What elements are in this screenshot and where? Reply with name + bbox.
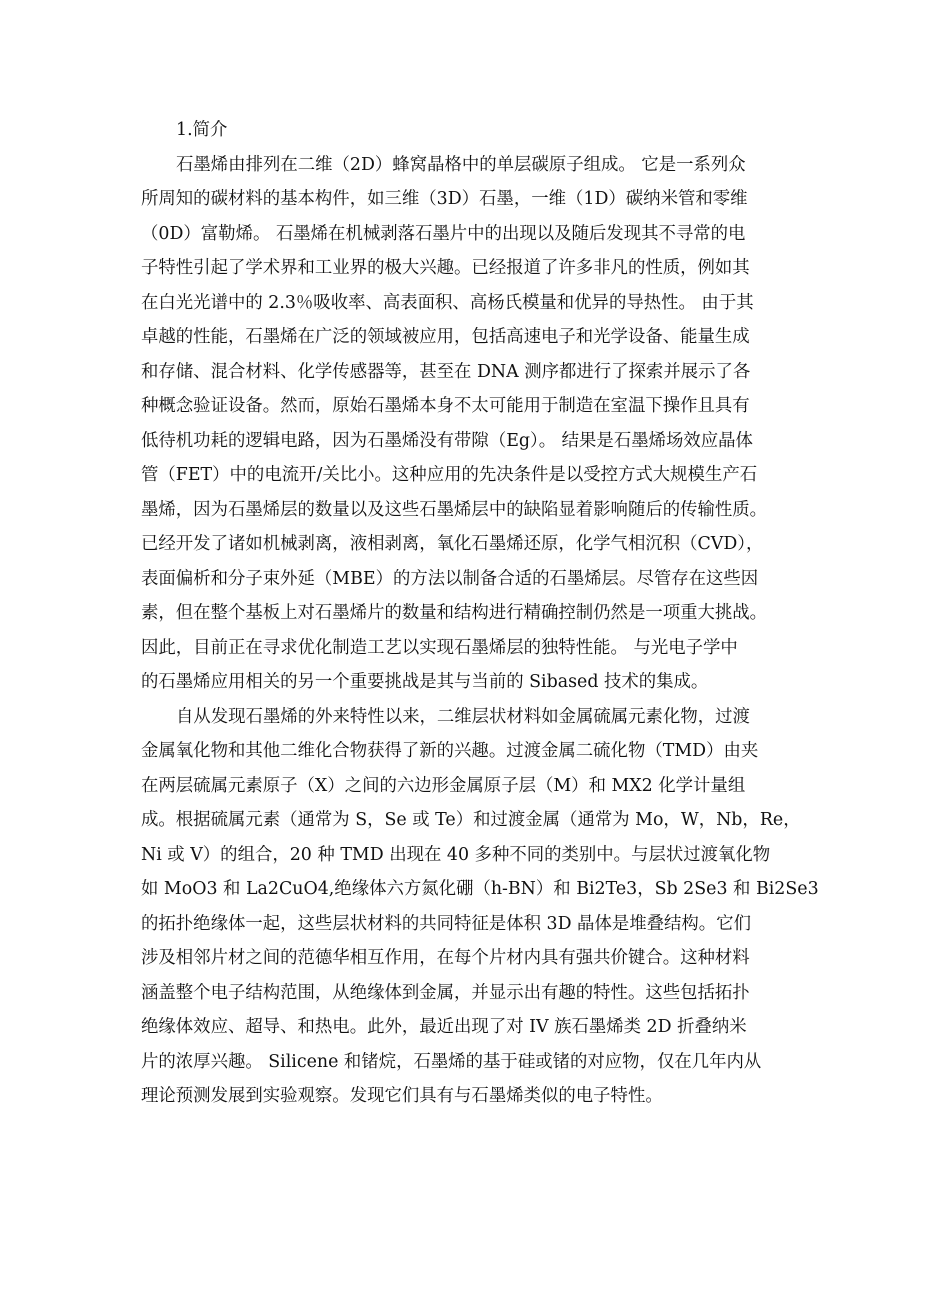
paragraph-line: 管（FET）中的电流开/关比小。这种应用的先决条件是以受控方式大规模生产石 <box>141 465 758 485</box>
paragraph-line: Ni 或 V）的组合，20 种 TMD 出现在 40 多种不同的类别中。与层状过渡氧化物 <box>141 844 771 865</box>
paragraph-line: （0D）富勒烯。 石墨烯在机械剥落石墨片中的出现以及随后发现其不寻常的电 <box>141 223 746 244</box>
paragraph-line: 所周知的碳材料的基本构件，如三维（3D）石墨，一维（1D）碳纳米管和零维 <box>141 189 748 209</box>
paragraph-line: 涵盖整个电子结构范围，从绝缘体到金属，并显示出有趣的特性。这些包括拓扑 <box>141 982 750 1003</box>
paragraph-line: 成。根据硫属元素（通常为 S，Se 或 Te）和过渡金属（通常为 Mo，W，Nb，Re， <box>141 810 801 830</box>
paragraph-line: 片的浓厚兴趣。 Silicene 和锗烷，石墨烯的基于硅或锗的对应物，仅在几年内从 <box>141 1051 762 1072</box>
paragraph-line: 金属氧化物和其他二维化合物获得了新的兴趣。过渡金属二硫化物（TMD）由夹 <box>141 741 759 761</box>
paragraph-line: 理论预测发展到实验观察。发现它们具有与石墨烯类似的电子特性。 <box>141 1086 663 1106</box>
paragraph-line: 墨烯，因为石墨烯层的数量以及这些石墨烯层中的缺陷显着影响随后的传输性质。 <box>141 499 768 520</box>
paragraph-line: 因此，目前正在寻求优化制造工艺以实现石墨烯层的独特性能。 与光电子学中 <box>141 637 738 658</box>
paragraph-line: 自从发现石墨烯的外来特性以来，二维层状材料如金属硫属元素化物，过渡 <box>176 706 750 727</box>
paragraph-line: 石墨烯由排列在二维（2D）蜂窝晶格中的单层碳原子组成。 它是一系列众 <box>176 154 746 175</box>
paragraph-line: 素，但在整个基板上对石墨烯片的数量和结构进行精确控制仍然是一项重大挑战。 <box>141 603 768 623</box>
paragraph-line: 和存储、混合材料、化学传感器等，甚至在 DNA 测序都进行了探索并展示了各 <box>141 361 751 382</box>
paragraph-line: 表面偏析和分子束外延（MBE）的方法以制备合适的石墨烯层。尽管存在这些因 <box>141 568 759 589</box>
paragraph-line: 的拓扑绝缘体一起，这些层状材料的共同特征是体积 3D 晶体是堆叠结构。它们 <box>141 913 751 934</box>
paragraph-line: 涉及相邻片材之间的范德华相互作用，在每个片材内具有强共价键合。这种材料 <box>141 948 750 968</box>
paragraph-line: 在两层硫属元素原子（X）之间的六边形金属原子层（M）和 MX2 化学计量组 <box>141 775 746 796</box>
paragraph-line: 卓越的性能，石墨烯在广泛的领域被应用，包括高速电子和光学设备、能量生成 <box>141 327 750 347</box>
paragraph-line: 在白光光谱中的 2.3％吸收率、高表面积、高杨氏模量和优异的导热性。 由于其 <box>141 292 754 313</box>
paragraph-line: 种概念验证设备。然而，原始石墨烯本身不太可能用于制造在室温下操作且具有 <box>141 396 750 416</box>
paragraph-line: 如 MoO3 和 La2CuO4,绝缘体六方氮化硼（h-BN）和 Bi2Te3，Sb 2Se3 和 Bi2Se3 <box>141 879 819 899</box>
paragraph-line: 已经开发了诸如机械剥离，液相剥离，氧化石墨烯还原，化学气相沉积（CVD）， <box>141 534 764 554</box>
paragraph-line: 绝缘体效应、超导、和热电。此外，最近出现了对 IV 族石墨烯类 2D 折叠纳米 <box>141 1017 747 1037</box>
paragraph-line: 子特性引起了学术界和工业界的极大兴趣。已经报道了许多非凡的性质，例如其 <box>141 258 750 278</box>
paragraph-line: 低待机功耗的逻辑电路，因为石墨烯没有带隙（Eg）。 结果是石墨烯场效应晶体 <box>141 430 753 451</box>
paragraph-line: 的石墨烯应用相关的另一个重要挑战是其与当前的 Sibased 技术的集成。 <box>141 672 709 692</box>
section-heading: 1.简介 <box>176 120 228 140</box>
